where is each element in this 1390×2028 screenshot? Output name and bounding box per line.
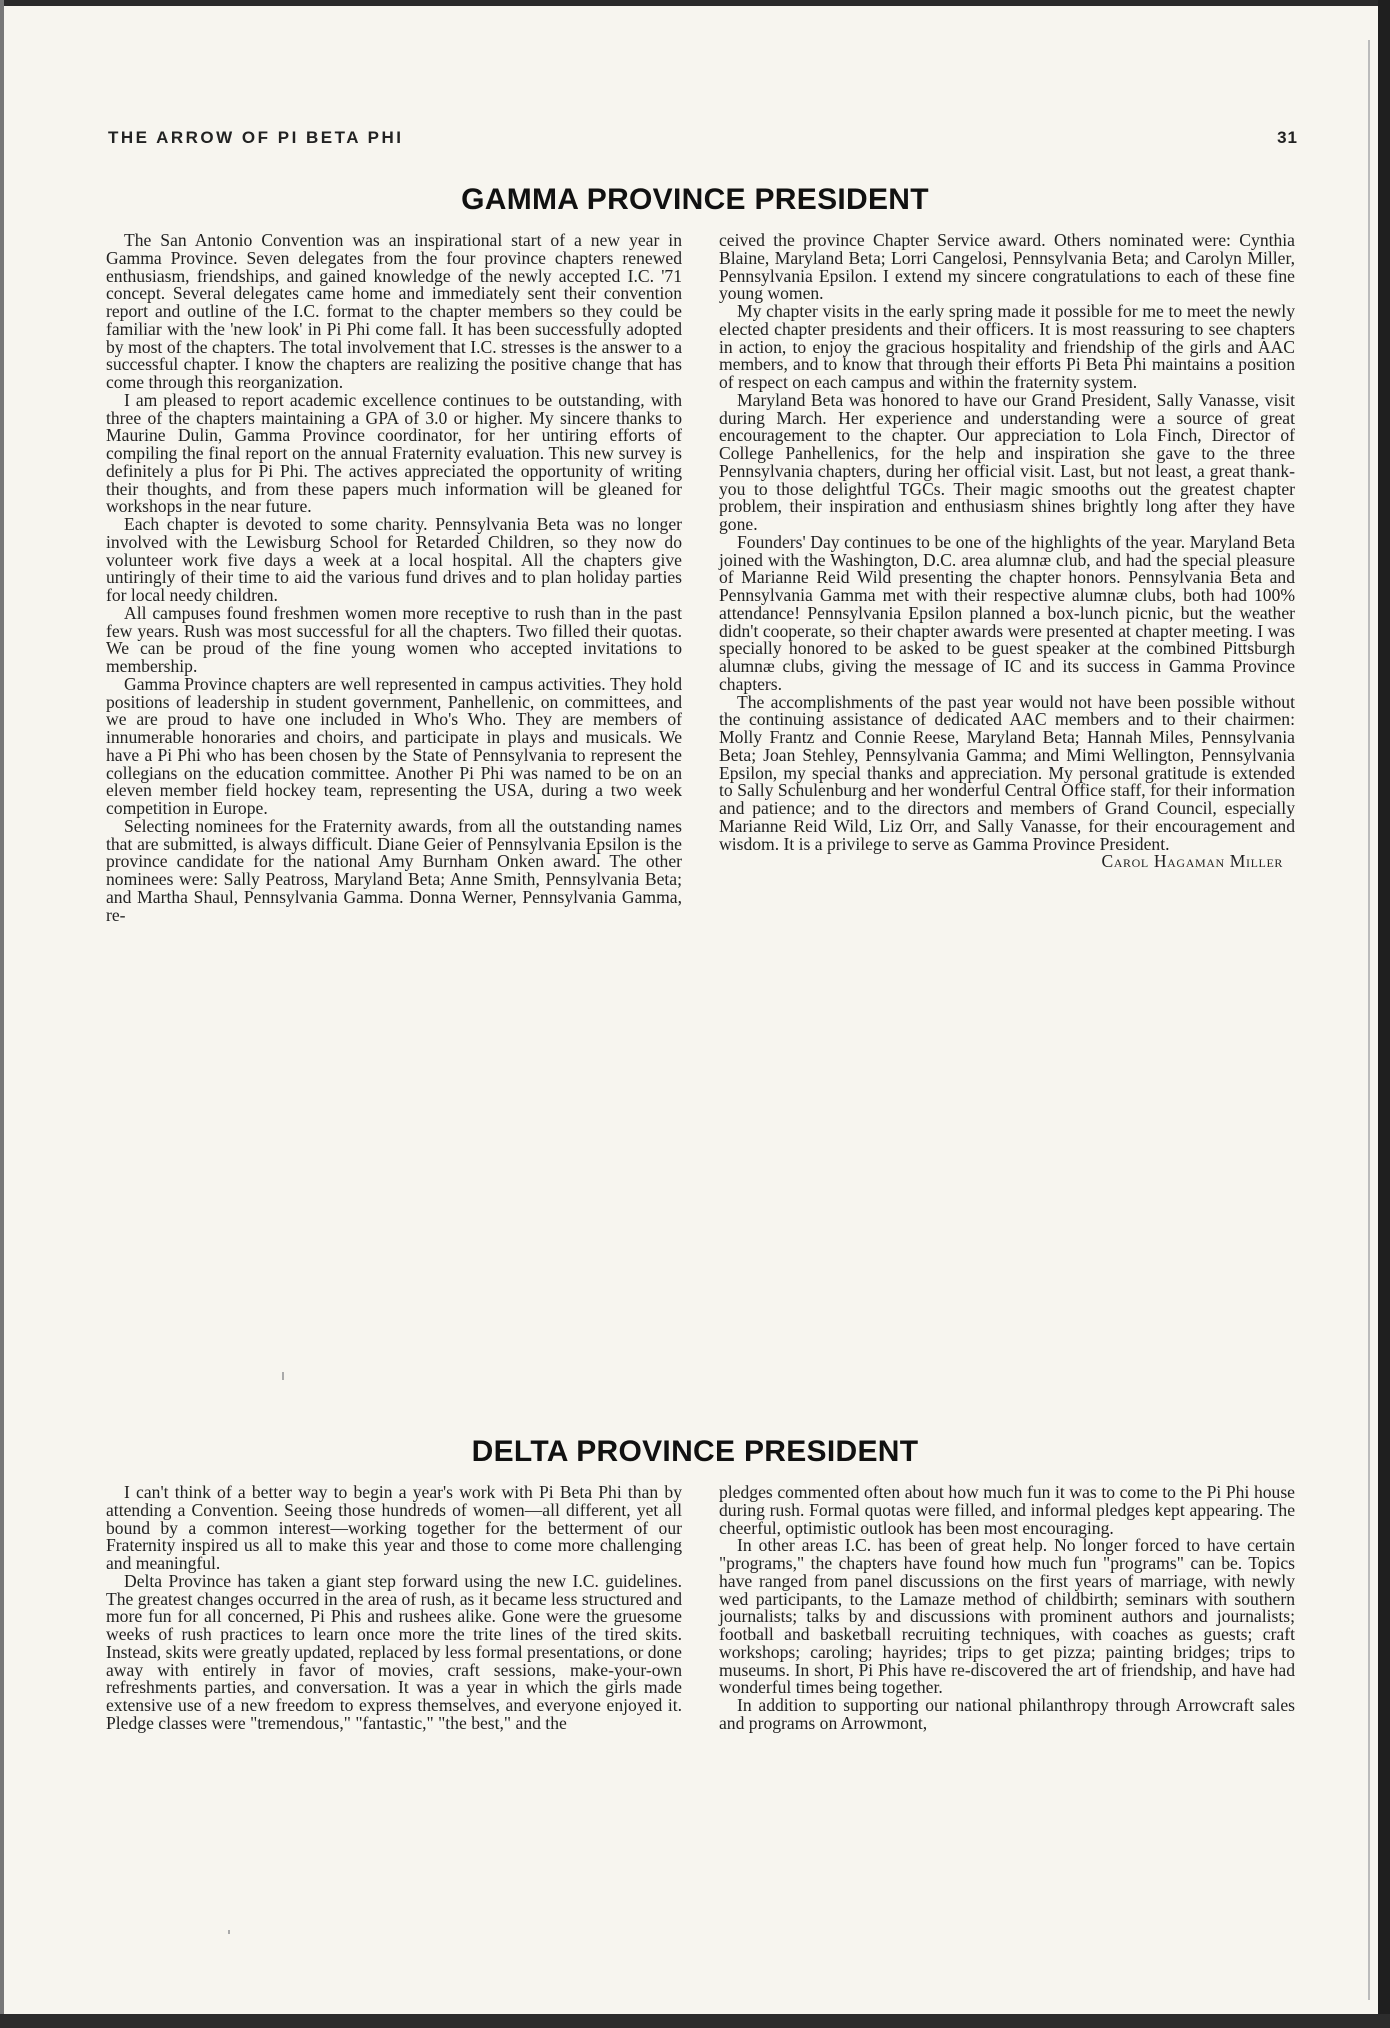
delta-paragraph: I can't think of a better way to begin a year's work with Pi Beta Phi than by attending a Convention. Seeing those hundreds of women—all different, yet all bound by a common interest—working together for the betterment of our Fraternity inspired us all to make this year and those to come more challenging and meaningful. xyxy=(106,1482,682,1573)
scan-edge-left xyxy=(0,0,4,2028)
page-number: 31 xyxy=(1277,128,1298,147)
delta-section-title: DELTA PROVINCE PRESIDENT xyxy=(471,1435,919,1468)
gamma-paragraph-continued: ceived the province Chapter Service award. Others nominated were: Cynthia Blaine, Maryland Beta; Lorri Cangelosi, Pennsylvania Beta; and Carolyn Miller, Pennsylvania Epsilon. I extend my sincere congratulations to each of these fine young women. xyxy=(719,230,1295,304)
gamma-paragraph: Selecting nominees for the Fraternity awards, from all the outstanding names that are submitted, is always difficult. Diane Geier of Pennsylvania Epsilon is the province candidate for the national Amy Burnham Onken award. The other nominees were: Sally Peatross, Maryland Beta; Anne Smith, Pennsylvania Beta; and Martha Shaul, Pennsylvania Gamma. Donna Werner, Pennsylvania Gamma, re- xyxy=(106,815,682,925)
delta-column-right xyxy=(719,1484,1295,1733)
scan-edge-top xyxy=(0,0,1390,6)
gamma-paragraph: Each chapter is devoted to some charity. Pennsylvania Beta was no longer involved with the Lewisburg School for Retarded Children, so they now do volunteer work five days a week at a local hospital. All the chapters give untiringly of their time to aid the various fund drives and to plan holiday parties for local needy children. xyxy=(106,514,682,605)
gamma-paragraph: The San Antonio Convention was an inspirational start of a new year in Gamma Province. Seven delegates from the four province chapters renewed enthusiasm, friendships, and gained knowledge of the newly accepted I.C. '71 concept. Several delegates came home and immediately sent their convention report and outline of the I.C. format to the chapter members so they could be familiar with the 'new look' in Pi Phi come fall. It has been successfully adopted by most of the chapters. The total involvement that I.C. stresses is the answer to a successful chapter. I know the chapters are realizing the positive change that has come through this reorganization. xyxy=(106,230,682,392)
delta-paragraph: Delta Province has taken a giant step forward using the new I.C. guidelines. The greatest changes occurred in the area of rush, as it became less structured and more fun for all concerned, Pi Phis and rushees alike. Gone were the gruesome weeks of rush practices to learn once more the trite lines of the tired skits. Instead, skits were greatly updated, replaced by less formal presentations, or done away with entirely in favor of movies, craft sessions, make-your-own refreshments parties, and conversation. It was a year in which the girls made extensive use of a new freedom to express themselves, and everyone enjoyed it. Pledge classes were "tremendous," "fantastic," "the best," and the xyxy=(106,1570,682,1733)
gamma-paragraph: The accomplishments of the past year would not have been possible without the continuing assistance of dedicated AAC members and to their chairmen: Molly Frantz and Connie Reese, Maryland Beta; Hannah Miles, Pennsylvania Beta; Joan Stehley, Pennsylvania Gamma; and Mimi Wellington, Pennsylvania Epsilon, my special thanks and appreciation. My personal gratitude is extended to Sally Schulenburg and her wonderful Central Office staff, for their information and patience; and to the directors and members of Grand Council, especially Marianne Reid Wild, Liz Orr, and Sally Vanasse, for their encouragement and wisdom. It is a privilege to serve as Gamma Province President. xyxy=(719,691,1295,854)
delta-paragraph: In other areas I.C. has been of great help. No longer forced to have certain "programs," the chapters have found how much fun "programs" can be. Topics have ranged from panel discussions on the first years of marriage, with newly wed participants, to the Lamaze method of childbirth; seminars with southern journalists; talks by and discussions with prominent authors and journalists; football and basketball recruiting techniques, with coaches as guests; craft workshops; caroling; hayrides; trips to get pizza; painting bridges; trips to museums. In short, Pi Phis have re-discovered the art of friendship, and have had wonderful times being together. xyxy=(719,1535,1295,1698)
gamma-paragraph: Founders' Day continues to be one of the highlights of the year. Maryland Beta joined with the Washington, D.C. area alumnæ club, and had the special pleasure of Marianne Reid Wild presenting the chapter honors. Pennsylvania Beta and Pennsylvania Gamma met with their respective alumnæ clubs, both had 100% attendance! Pennsylvania Epsilon planned a box-lunch picnic, but the weather didn't cooperate, so their chapter awards were presented at chapter meeting. I was specially honored to be asked to be guest speaker at the combined Pittsburgh alumnæ clubs, giving the message of IC and its success in Gamma Province chapters. xyxy=(719,531,1295,694)
scan-edge-right xyxy=(1378,0,1390,2028)
gamma-paragraph: I am pleased to report academic excellence continues to be outstanding, with three of the chapters maintaining a GPA of 3.0 or higher. My sincere thanks to Maurine Dulin, Gamma Province coordinator, for her untiring efforts of compiling the final report on the annual Fraternity evaluation. This new survey is definitely a plus for Pi Phi. The actives appreciated the opportunity of writing their thoughts, and from these papers much information will be gleaned for workshops in the near future. xyxy=(106,389,682,517)
delta-paragraph-continued: pledges commented often about how much fun it was to come to the Pi Phi house during rush. Formal quotas were filled, and informal pledges kept appearing. The cheerful, optimistic outlook has been most encouraging. xyxy=(719,1482,1295,1538)
scan-edge-bottom xyxy=(0,2014,1390,2028)
gamma-column-right xyxy=(719,232,1295,871)
scan-gutter-line xyxy=(1368,40,1370,2000)
delta-paragraph: In addition to supporting our national philanthropy through Arrowcraft sales and programs on Arrowmont, xyxy=(719,1695,1295,1733)
gamma-paragraph: My chapter visits in the early spring made it possible for me to meet the newly elected chapter presidents and their officers. It is most reassuring to see chapters in action, to enjoy the gracious hospitality and friendship of the girls and AAC members, and to know that through their efforts Pi Beta Phi maintains a position of respect on each campus and within the fraternity system. xyxy=(719,301,1295,392)
scan-speck xyxy=(228,1930,230,1934)
gamma-paragraph: Maryland Beta was honored to have our Grand President, Sally Vanasse, visit during March. Her experience and understanding were a source of great encouragement to the chapter. Our appreciation to Lola Finch, Director of College Panhellenics, for the help and inspiration she gave to the three Pennsylvania chapters, during her official visit. Last, but not least, a great thank-you to those delightful TGCs. Their magic smooths out the greatest chapter problem, their inspiration and enthusiasm shines brightly long after they have gone. xyxy=(719,389,1295,534)
gamma-column-left xyxy=(106,232,682,924)
gamma-paragraph: Gamma Province chapters are well represented in campus activities. They hold positions of leadership in student government, Panhellenic, on committees, and we are proud to have one included in Who's Who. They are members of innumerable honoraries and choirs, and participate in plays and musicals. We have a Pi Phi who has been chosen by the State of Pennsylvania to represent the collegians on the education committee. Another Pi Phi was named to be on an eleven member field hockey team, representing the USA, during a two week competition in Europe. xyxy=(106,673,682,818)
delta-column-left xyxy=(106,1484,682,1733)
gamma-paragraph: All campuses found freshmen women more receptive to rush than in the past few years. Rush was most successful for all the chapters. Two filled their quotas. We can be proud of the fine young women who accepted invitations to membership. xyxy=(106,602,682,676)
gamma-section-title: GAMMA PROVINCE PRESIDENT xyxy=(461,183,929,216)
journal-title: THE ARROW OF PI BETA PHI xyxy=(108,128,404,147)
author-signature: Carol Hagaman Miller xyxy=(1101,851,1283,872)
scan-speck xyxy=(282,1372,284,1380)
